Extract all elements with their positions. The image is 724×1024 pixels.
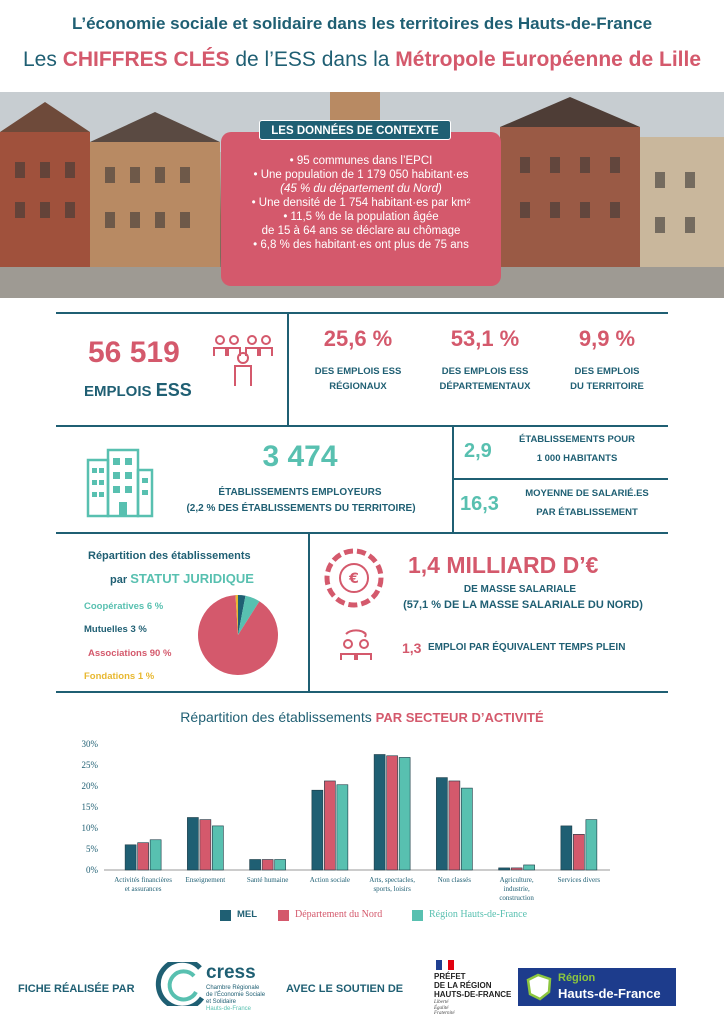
cress-sub xyxy=(206,985,265,1013)
stat-block xyxy=(298,326,418,392)
bar xyxy=(436,778,447,870)
x-tick-label: Santé humaine xyxy=(246,876,289,884)
masse-label: DE MASSE SALARIALE xyxy=(463,584,577,595)
side-stat-label: PAR ÉTABLISSEMENT xyxy=(536,507,638,518)
y-tick-label: 20% xyxy=(81,781,98,791)
region-logo xyxy=(518,968,676,1006)
side-stat-label: MOYENNE DE SALARIÉ.ES xyxy=(525,488,649,499)
side-stat-label: ÉTABLISSEMENTS POUR xyxy=(519,434,635,445)
bar xyxy=(250,860,261,871)
legend-swatch-mel xyxy=(220,910,231,921)
legend-label-nord: Département du Nord xyxy=(295,909,383,920)
prefet-motto-line: Fraternité xyxy=(434,1011,455,1016)
context-box xyxy=(221,132,501,286)
cress-sub-line: de l’Économie Sociale xyxy=(206,992,266,998)
chart-title-highlight: PAR SECTEUR D’ACTIVITÉ xyxy=(375,710,544,725)
side-stat-value: 16,3 xyxy=(460,493,499,515)
divider xyxy=(56,425,668,427)
sector-bar-chart xyxy=(0,730,724,935)
context-line: (45 % du département du Nord) xyxy=(280,183,442,195)
stat-label: DÉPARTEMENTAUX xyxy=(439,381,531,392)
y-tick-label: 10% xyxy=(81,823,98,833)
bar xyxy=(312,790,323,870)
masse-value: 1,4 MILLIARD D’€ xyxy=(408,552,599,578)
etablissements-value: 3 474 xyxy=(262,440,338,473)
etp-value: 1,3 xyxy=(402,640,422,656)
context-line: • Une population de 1 179 050 habitant·es xyxy=(253,169,469,181)
bar xyxy=(399,757,410,870)
bar xyxy=(200,820,211,870)
region-line1: Région xyxy=(558,972,596,984)
stat-value: 9,9 % xyxy=(578,326,636,351)
bar xyxy=(150,840,161,870)
cress-logo-icon xyxy=(148,962,206,1006)
subtitle-part: Les xyxy=(22,48,63,71)
bar xyxy=(337,785,348,870)
bar xyxy=(324,781,335,870)
region-map-icon xyxy=(524,972,554,1002)
prefet-motto-line: Liberté xyxy=(434,1000,449,1005)
legend-label-mel: MEL xyxy=(237,909,258,920)
statut-pie-chart xyxy=(197,594,279,676)
bar xyxy=(561,826,572,870)
x-tick-label: construction xyxy=(499,894,534,902)
bar xyxy=(499,868,510,870)
legend-coop: Coopératives 6 % xyxy=(84,601,164,612)
x-tick-label: industrie, xyxy=(503,885,530,893)
x-tick-label: Services divers xyxy=(557,876,601,884)
bar xyxy=(511,868,522,870)
bar xyxy=(262,860,273,871)
prefet-motto-line: Égalité xyxy=(434,1005,449,1011)
divider xyxy=(287,312,289,427)
marianne-flag-icon xyxy=(436,960,454,970)
stat-label: DES EMPLOIS xyxy=(574,366,640,377)
stat-value: 53,1 % xyxy=(450,326,520,351)
emplois-value: 56 519 xyxy=(88,336,180,369)
bar xyxy=(461,788,472,870)
x-tick-label: sports, loisirs xyxy=(373,885,411,893)
page-subtitle xyxy=(0,48,724,72)
etablissements-label: ÉTABLISSEMENTS EMPLOYEURS xyxy=(218,487,382,498)
bar xyxy=(212,826,223,870)
statut-title: Répartition des établissements xyxy=(88,550,251,562)
context-line: • Une densité de 1 754 habitant·es par km² xyxy=(251,197,471,209)
legend-fondations: Fondations 1 % xyxy=(84,671,155,682)
stat-label: DU TERRITOIRE xyxy=(570,381,644,392)
masse-share: (57,1 % DE LA MASSE SALARIALE DU NORD) xyxy=(403,599,643,611)
stat-label: DES EMPLOIS ESS xyxy=(441,366,529,377)
prefet-line: HAUTS-DE-FRANCE xyxy=(434,990,512,999)
emplois-label xyxy=(84,380,192,401)
side-stat-value: 2,9 xyxy=(464,440,492,462)
cress-sub-line: et Solidaire xyxy=(206,999,237,1005)
y-tick-label: 30% xyxy=(81,739,98,749)
etablissements-share: (2,2 % DES ÉTABLISSEMENTS DU TERRITOIRE) xyxy=(186,503,416,514)
prefet-motto xyxy=(434,1000,455,1017)
bar xyxy=(125,845,136,870)
x-tick-label: Arts, spectacles, xyxy=(369,876,415,884)
x-tick-label: Enseignement xyxy=(185,876,226,884)
divider xyxy=(452,478,668,480)
context-title: LES DONNÉES DE CONTEXTE xyxy=(259,120,451,140)
x-tick-label: Agriculture, xyxy=(499,876,534,884)
subtitle-highlight: CHIFFRES CLÉS xyxy=(62,48,230,71)
context-line: de 15 à 64 ans se déclare au chômage xyxy=(261,225,461,237)
building-icon xyxy=(80,446,156,518)
cress-name: cress xyxy=(206,962,256,983)
emplois-label-text: EMPLOIS xyxy=(84,383,156,400)
subtitle-highlight: Métropole Européenne de Lille xyxy=(395,48,702,71)
stat-block xyxy=(420,326,550,392)
euro-symbol: € xyxy=(349,571,359,587)
y-tick-label: 25% xyxy=(81,760,98,770)
footer-realise: FICHE RÉALISÉE PAR xyxy=(18,983,135,995)
x-tick-label: Activités financières xyxy=(114,876,172,884)
y-tick-label: 15% xyxy=(81,802,98,812)
subtitle-part: de l’ESS dans la xyxy=(229,48,396,71)
divider xyxy=(56,532,668,534)
bar xyxy=(586,820,597,870)
chart-title xyxy=(0,709,724,725)
cress-sub-line: Chambre Régionale xyxy=(206,985,260,991)
prefet-line: DE LA RÉGION xyxy=(434,981,492,990)
x-tick-label: et assurances xyxy=(124,885,162,893)
y-tick-label: 5% xyxy=(86,844,98,854)
y-tick-label: 0% xyxy=(86,865,98,875)
legend-swatch-nord xyxy=(278,910,289,921)
people-icon xyxy=(210,334,276,388)
prefet-block xyxy=(434,972,511,999)
context-line: • 6,8 % des habitant·es ont plus de 75 ans xyxy=(253,239,469,251)
side-stat-label: 1 000 HABITANTS xyxy=(536,453,618,464)
x-tick-label: Action sociale xyxy=(309,876,350,884)
etp-label: EMPLOI PAR ÉQUIVALENT TEMPS PLEIN xyxy=(428,642,626,653)
statut-subtitle xyxy=(110,571,254,586)
bar xyxy=(387,756,398,870)
stat-label: RÉGIONAUX xyxy=(329,381,387,392)
stat-value: 25,6 % xyxy=(323,326,393,351)
chart-title-pre: Répartition des établissements xyxy=(180,709,376,725)
bar xyxy=(449,781,460,870)
chart-legend xyxy=(220,909,640,923)
legend-swatch-region xyxy=(412,910,423,921)
bar xyxy=(275,860,286,871)
statut-subtitle-pre: par xyxy=(110,574,131,586)
cress-sub-line: Hauts-de-France xyxy=(206,1006,252,1012)
euro-wheel-icon xyxy=(322,546,386,610)
etp-icon xyxy=(336,628,376,664)
divider xyxy=(308,532,310,692)
legend-associations: Associations 90 % xyxy=(88,648,172,659)
bar xyxy=(573,834,584,870)
prefet-line: PRÉFET xyxy=(434,972,466,981)
divider xyxy=(56,312,668,314)
legend-mutuelles: Mutuelles 3 % xyxy=(84,624,147,635)
context-line: • 11,5 % de la population âgée xyxy=(283,211,439,223)
region-line2: Hauts-de-France xyxy=(558,986,661,1001)
statut-subtitle-highlight: STATUT JURIDIQUE xyxy=(130,571,254,586)
divider xyxy=(56,691,668,693)
x-tick-label: Non classés xyxy=(437,876,471,884)
legend-label-region: Région Hauts-de-France xyxy=(429,909,528,920)
context-line: • 95 communes dans l’EPCI xyxy=(289,155,433,167)
bar xyxy=(374,755,385,871)
emplois-label-ess: ESS xyxy=(155,380,192,400)
bar xyxy=(524,865,535,870)
bar xyxy=(138,843,149,870)
stat-block xyxy=(552,326,662,392)
stat-label: DES EMPLOIS ESS xyxy=(314,366,402,377)
footer-soutien: AVEC LE SOUTIEN DE xyxy=(286,983,404,995)
page-title: L’économie sociale et solidaire dans les territoires des Hauts-de-France xyxy=(71,14,653,33)
bar xyxy=(187,818,198,871)
